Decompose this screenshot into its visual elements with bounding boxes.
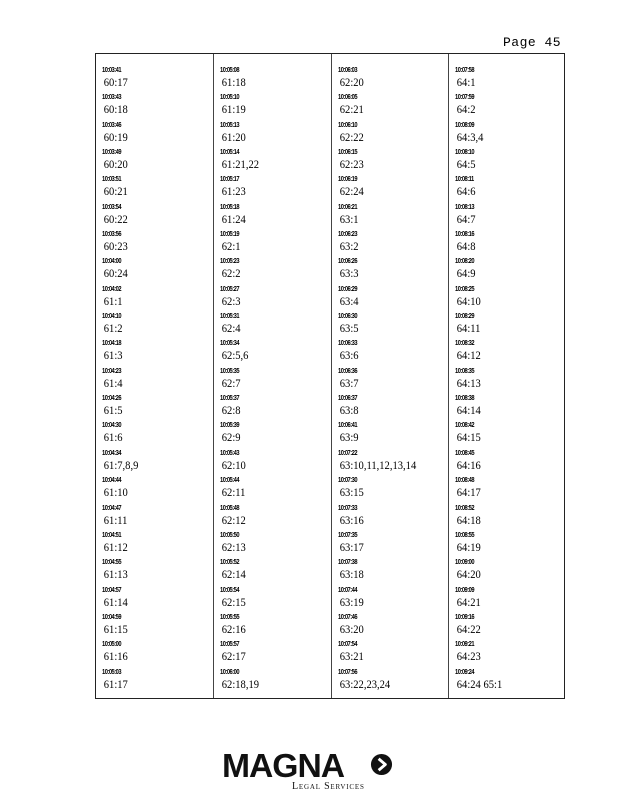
page-line-reference: 64:17 xyxy=(456,485,481,500)
index-entry xyxy=(338,66,447,93)
page-line-reference: 61:20 xyxy=(221,129,246,144)
timestamp: 10:08:35 xyxy=(455,367,475,375)
page-line-reference: 62:23 xyxy=(339,157,364,172)
page-line-reference: 63:1 xyxy=(339,211,359,226)
timestamp: 10:08:29 xyxy=(455,313,475,321)
page-line-reference: 61:19 xyxy=(221,102,246,117)
page-line-reference: 63:16 xyxy=(339,512,364,527)
timestamp: 10:09:16 xyxy=(455,613,475,621)
timestamp: 10:08:09 xyxy=(455,121,475,129)
index-entry xyxy=(102,394,211,421)
index-entry xyxy=(102,367,211,394)
page-line-reference: 64:19 xyxy=(456,539,481,554)
page-line-reference: 62:5,6 xyxy=(221,348,249,363)
page-line-reference: 60:17 xyxy=(103,75,128,89)
page-line-reference: 63:19 xyxy=(339,594,364,609)
index-entry xyxy=(220,367,329,394)
timestamp: 10:05:18 xyxy=(220,203,240,211)
index-entry xyxy=(102,668,211,695)
page-line-reference: 62:1 xyxy=(221,239,241,254)
page-line-reference: 62:3 xyxy=(221,293,241,308)
page-line-reference: 62:2 xyxy=(221,266,241,281)
index-entry xyxy=(455,558,564,585)
index-entry xyxy=(102,203,211,230)
magna-logo xyxy=(222,748,397,794)
timestamp: 10:09:00 xyxy=(455,559,475,567)
index-entry xyxy=(220,339,329,366)
timestamp: 10:05:52 xyxy=(220,559,240,567)
index-entry xyxy=(220,394,329,421)
timestamp: 10:05:44 xyxy=(220,477,240,485)
timestamp: 10:04:51 xyxy=(102,531,122,539)
index-entry xyxy=(102,640,211,667)
page-line-reference: 61:18 xyxy=(221,75,246,89)
index-entry xyxy=(455,339,564,366)
index-entry xyxy=(338,339,447,366)
timestamp: 10:03:56 xyxy=(102,231,122,239)
timestamp: 10:06:10 xyxy=(338,121,358,129)
timestamp: 10:05:10 xyxy=(220,94,240,102)
timestamp: 10:05:55 xyxy=(220,613,240,621)
index-entry xyxy=(338,121,447,148)
page-line-reference: 62:11 xyxy=(221,485,246,500)
timestamp: 10:05:08 xyxy=(220,67,240,74)
timestamp: 10:04:30 xyxy=(102,422,122,430)
page-line-reference: 61:4 xyxy=(103,375,123,390)
timestamp: 10:05:48 xyxy=(220,504,240,512)
index-entry xyxy=(338,148,447,175)
page-line-reference: 62:7 xyxy=(221,375,241,390)
timestamp: 10:05:17 xyxy=(220,176,240,184)
index-entry xyxy=(102,558,211,585)
timestamp: 10:07:46 xyxy=(338,613,358,621)
timestamp: 10:03:41 xyxy=(102,67,122,74)
timestamp: 10:05:14 xyxy=(220,149,240,157)
timestamp: 10:08:45 xyxy=(455,449,475,457)
page-line-reference: 64:20 xyxy=(456,567,481,582)
index-column-2 xyxy=(214,54,331,698)
index-entry xyxy=(220,121,329,148)
page-line-reference: 63:9 xyxy=(339,430,359,445)
timestamp: 10:04:44 xyxy=(102,477,122,485)
timestamp: 10:07:54 xyxy=(338,641,358,649)
page-line-reference: 64:23 xyxy=(456,649,481,664)
timestamp: 10:08:55 xyxy=(455,531,475,539)
page-line-reference: 61:10 xyxy=(103,485,128,500)
index-entry xyxy=(455,175,564,202)
index-entry xyxy=(220,285,329,312)
page-line-reference: 64:16 xyxy=(456,457,481,472)
index-entry xyxy=(455,203,564,230)
timestamp: 10:07:22 xyxy=(338,449,358,457)
page-line-reference: 63:21 xyxy=(339,649,364,664)
page-line-reference: 61:14 xyxy=(103,594,128,609)
timestamp: 10:08:52 xyxy=(455,504,475,512)
index-entry xyxy=(338,531,447,558)
index-entry xyxy=(102,586,211,613)
index-entry xyxy=(338,476,447,503)
chevron-right-circle-icon xyxy=(370,753,393,776)
page-line-reference: 63:2 xyxy=(339,239,359,254)
index-entry xyxy=(338,285,447,312)
timestamp: 10:08:11 xyxy=(455,176,474,184)
timestamp: 10:05:03 xyxy=(102,668,122,676)
timestamp: 10:04:23 xyxy=(102,367,122,375)
page-line-reference: 63:7 xyxy=(339,375,359,390)
timestamp: 10:09:24 xyxy=(455,668,475,676)
index-entry xyxy=(102,257,211,284)
timestamp: 10:06:00 xyxy=(220,668,240,676)
index-entry xyxy=(220,93,329,120)
index-entry xyxy=(220,640,329,667)
index-entry xyxy=(220,175,329,202)
page-line-reference: 61:3 xyxy=(103,348,123,363)
timestamp: 10:09:21 xyxy=(455,641,475,649)
index-entry xyxy=(455,613,564,640)
timestamp: 10:04:55 xyxy=(102,559,122,567)
index-column-4 xyxy=(449,54,566,698)
index-entry xyxy=(220,449,329,476)
index-entry xyxy=(338,394,447,421)
timestamp: 10:05:19 xyxy=(220,231,240,239)
timestamp: 10:04:00 xyxy=(102,258,122,266)
page-line-reference: 63:20 xyxy=(339,621,364,636)
logo-tagline: Legal Services xyxy=(292,781,365,792)
timestamp: 10:07:59 xyxy=(455,94,475,102)
timestamp: 10:09:09 xyxy=(455,586,475,594)
index-entry xyxy=(455,66,564,93)
page-line-reference: 64:12 xyxy=(456,348,481,363)
index-entry xyxy=(220,203,329,230)
page-line-reference: 64:6 xyxy=(456,184,476,199)
page-line-reference: 62:18,19 xyxy=(221,676,260,691)
page-line-reference: 62:14 xyxy=(221,567,246,582)
timestamp: 10:05:34 xyxy=(220,340,240,348)
page-line-reference: 63:18 xyxy=(339,567,364,582)
index-entry xyxy=(102,339,211,366)
timestamp: 10:08:32 xyxy=(455,340,475,348)
page-line-reference: 63:15 xyxy=(339,485,364,500)
index-entry xyxy=(220,148,329,175)
timestamp: 10:06:41 xyxy=(338,422,358,430)
index-entry xyxy=(220,476,329,503)
timestamp: 10:08:38 xyxy=(455,395,475,403)
timestamp: 10:05:50 xyxy=(220,531,240,539)
index-entry xyxy=(338,93,447,120)
index-entry xyxy=(455,367,564,394)
page-line-reference: 62:12 xyxy=(221,512,246,527)
timestamp: 10:03:54 xyxy=(102,203,122,211)
page-line-reference: 61:17 xyxy=(103,676,128,691)
index-entry xyxy=(338,586,447,613)
index-entry xyxy=(338,312,447,339)
logo-wordmark: MAGNA xyxy=(222,747,345,784)
index-entry xyxy=(455,230,564,257)
page-number: Page 45 xyxy=(503,35,562,50)
page-line-reference: 63:4 xyxy=(339,293,359,308)
index-entry xyxy=(455,421,564,448)
timestamp: 10:06:05 xyxy=(338,94,358,102)
timestamp: 10:05:23 xyxy=(220,258,240,266)
timestamp: 10:05:54 xyxy=(220,586,240,594)
index-entry xyxy=(102,230,211,257)
timestamp: 10:07:30 xyxy=(338,477,358,485)
timestamp: 10:07:58 xyxy=(455,67,475,74)
timestamp: 10:07:44 xyxy=(338,586,358,594)
timestamp: 10:06:03 xyxy=(338,67,358,74)
index-entry xyxy=(455,586,564,613)
index-entry xyxy=(338,449,447,476)
index-entry xyxy=(455,257,564,284)
index-entry xyxy=(338,257,447,284)
index-entry xyxy=(102,285,211,312)
index-column-1 xyxy=(96,54,213,698)
index-entry xyxy=(102,504,211,531)
page-line-reference: 60:20 xyxy=(103,157,128,172)
page-line-reference: 62:4 xyxy=(221,321,241,336)
page-line-reference: 64:13 xyxy=(456,375,481,390)
timestamp: 10:05:13 xyxy=(220,121,240,129)
index-entry xyxy=(102,449,211,476)
page-line-reference: 63:3 xyxy=(339,266,359,281)
page-line-reference: 64:21 xyxy=(456,594,481,609)
index-entry xyxy=(102,93,211,120)
page-line-reference: 61:15 xyxy=(103,621,128,636)
page-line-reference: 62:13 xyxy=(221,539,246,554)
page-line-reference: 60:22 xyxy=(103,211,128,226)
timestamp: 10:07:35 xyxy=(338,531,358,539)
timestamp: 10:04:02 xyxy=(102,285,122,293)
page-line-reference: 64:15 xyxy=(456,430,481,445)
index-entry xyxy=(102,121,211,148)
page-line-reference: 61:13 xyxy=(103,567,128,582)
timestamp: 10:06:30 xyxy=(338,313,358,321)
page-line-reference: 62:15 xyxy=(221,594,246,609)
page-line-reference: 62:16 xyxy=(221,621,246,636)
timestamp: 10:08:13 xyxy=(455,203,475,211)
index-entry xyxy=(338,668,447,695)
index-entry xyxy=(102,613,211,640)
timestamp: 10:05:27 xyxy=(220,285,240,293)
timestamp: 10:04:57 xyxy=(102,586,122,594)
timestamp: 10:03:46 xyxy=(102,121,122,129)
page-line-reference: 64:1 xyxy=(456,75,476,89)
timestamp: 10:04:26 xyxy=(102,395,122,403)
page-line-reference: 62:8 xyxy=(221,403,241,418)
page-line-reference: 60:18 xyxy=(103,102,128,117)
timestamp: 10:04:59 xyxy=(102,613,122,621)
page-line-reference: 62:10 xyxy=(221,457,246,472)
timestamp: 10:05:37 xyxy=(220,395,240,403)
page-line-reference: 60:24 xyxy=(103,266,128,281)
index-entry xyxy=(338,203,447,230)
timestamp: 10:05:35 xyxy=(220,367,240,375)
timestamp: 10:06:36 xyxy=(338,367,358,375)
index-entry xyxy=(455,285,564,312)
timestamp: 10:04:18 xyxy=(102,340,122,348)
timestamp: 10:05:43 xyxy=(220,449,240,457)
page-line-reference: 62:17 xyxy=(221,649,246,664)
page-line-reference: 61:2 xyxy=(103,321,123,336)
timestamp: 10:08:10 xyxy=(455,149,475,157)
page-line-reference: 63:10,11,12,13,14 xyxy=(339,457,417,472)
page-line-reference: 64:22 xyxy=(456,621,481,636)
page-line-reference: 64:18 xyxy=(456,512,481,527)
page-line-reference: 61:11 xyxy=(103,512,128,527)
index-entry xyxy=(455,476,564,503)
index-entry xyxy=(338,613,447,640)
timestamp: 10:07:33 xyxy=(338,504,358,512)
index-entry xyxy=(220,230,329,257)
page-line-reference: 60:21 xyxy=(103,184,128,199)
index-entry xyxy=(338,421,447,448)
page-line-reference: 62:20 xyxy=(339,75,364,89)
timestamp: 10:04:47 xyxy=(102,504,122,512)
index-entry xyxy=(102,66,211,93)
index-entry xyxy=(455,312,564,339)
index-entry xyxy=(455,148,564,175)
index-entry xyxy=(338,175,447,202)
page-line-reference: 61:24 xyxy=(221,211,246,226)
timestamp: 10:06:37 xyxy=(338,395,358,403)
page-line-reference: 63:6 xyxy=(339,348,359,363)
page-line-reference: 61:16 xyxy=(103,649,128,664)
index-entry xyxy=(338,504,447,531)
page-line-reference: 61:7,8,9 xyxy=(103,457,139,472)
page-line-reference: 60:19 xyxy=(103,129,128,144)
timestamp: 10:06:23 xyxy=(338,231,358,239)
page-line-reference: 64:10 xyxy=(456,293,481,308)
index-entry xyxy=(220,558,329,585)
page-line-reference: 61:21,22 xyxy=(221,157,260,172)
timestamp: 10:08:42 xyxy=(455,422,475,430)
index-entry xyxy=(220,531,329,558)
page-line-reference: 64:14 xyxy=(456,403,481,418)
timestamp: 10:06:33 xyxy=(338,340,358,348)
page-line-reference: 62:9 xyxy=(221,430,241,445)
index-entry xyxy=(338,230,447,257)
index-entry xyxy=(102,476,211,503)
page-line-reference: 64:7 xyxy=(456,211,476,226)
index-entry xyxy=(102,175,211,202)
timestamp: 10:05:57 xyxy=(220,641,240,649)
page-line-reference: 61:12 xyxy=(103,539,128,554)
timestamp: 10:06:26 xyxy=(338,258,358,266)
timestamp: 10:06:21 xyxy=(338,203,358,211)
timestamp: 10:07:56 xyxy=(338,668,358,676)
index-entry xyxy=(220,668,329,695)
index-entry xyxy=(455,449,564,476)
timestamp: 10:06:19 xyxy=(338,176,358,184)
timestamp: 10:08:16 xyxy=(455,231,475,239)
page-line-reference: 62:21 xyxy=(339,102,364,117)
page-line-reference: 62:22 xyxy=(339,129,364,144)
index-entry xyxy=(455,640,564,667)
timestamp: 10:08:48 xyxy=(455,477,475,485)
index-entry xyxy=(455,121,564,148)
index-entry xyxy=(455,531,564,558)
page-line-reference: 63:22,23,24 xyxy=(339,676,391,691)
timestamp: 10:04:10 xyxy=(102,313,122,321)
index-entry xyxy=(102,148,211,175)
timestamp: 10:05:00 xyxy=(102,641,122,649)
timestamp: 10:06:15 xyxy=(338,149,358,157)
timestamp: 10:04:34 xyxy=(102,449,122,457)
page-line-reference: 62:24 xyxy=(339,184,364,199)
timestamp: 10:08:25 xyxy=(455,285,475,293)
timestamp: 10:05:31 xyxy=(220,313,240,321)
page-line-reference: 64:9 xyxy=(456,266,476,281)
page-line-reference: 60:23 xyxy=(103,239,128,254)
page-line-reference: 61:23 xyxy=(221,184,246,199)
index-entry xyxy=(220,613,329,640)
index-entry xyxy=(455,668,564,695)
page-line-reference: 61:1 xyxy=(103,293,123,308)
index-entry xyxy=(102,531,211,558)
timestamp: 10:03:51 xyxy=(102,176,122,184)
index-entry xyxy=(455,93,564,120)
timestamp: 10:03:49 xyxy=(102,149,122,157)
page-line-reference: 64:11 xyxy=(456,321,481,336)
timestamp: 10:03:43 xyxy=(102,94,122,102)
page-line-reference: 63:8 xyxy=(339,403,359,418)
index-entry xyxy=(338,640,447,667)
index-entry xyxy=(102,312,211,339)
timestamp: 10:08:20 xyxy=(455,258,475,266)
timestamp: 10:05:39 xyxy=(220,422,240,430)
index-entry xyxy=(455,394,564,421)
page-line-reference: 64:5 xyxy=(456,157,476,172)
index-entry xyxy=(455,504,564,531)
index-entry xyxy=(220,586,329,613)
index-entry xyxy=(338,367,447,394)
page-line-reference: 61:6 xyxy=(103,430,123,445)
index-entry xyxy=(220,504,329,531)
page-line-reference: 61:5 xyxy=(103,403,123,418)
word-index-table xyxy=(95,53,565,699)
page-line-reference: 64:3,4 xyxy=(456,129,484,144)
index-entry xyxy=(338,558,447,585)
page-line-reference: 64:8 xyxy=(456,239,476,254)
index-entry xyxy=(220,421,329,448)
page-line-reference: 63:17 xyxy=(339,539,364,554)
page-line-reference: 64:2 xyxy=(456,102,476,117)
page-line-reference: 63:5 xyxy=(339,321,359,336)
timestamp: 10:07:38 xyxy=(338,559,358,567)
index-entry xyxy=(220,66,329,93)
page-line-reference: 64:24 65:1 xyxy=(456,676,503,691)
index-entry xyxy=(220,257,329,284)
index-entry xyxy=(102,421,211,448)
timestamp: 10:06:29 xyxy=(338,285,358,293)
index-column-3 xyxy=(332,54,449,698)
index-entry xyxy=(220,312,329,339)
